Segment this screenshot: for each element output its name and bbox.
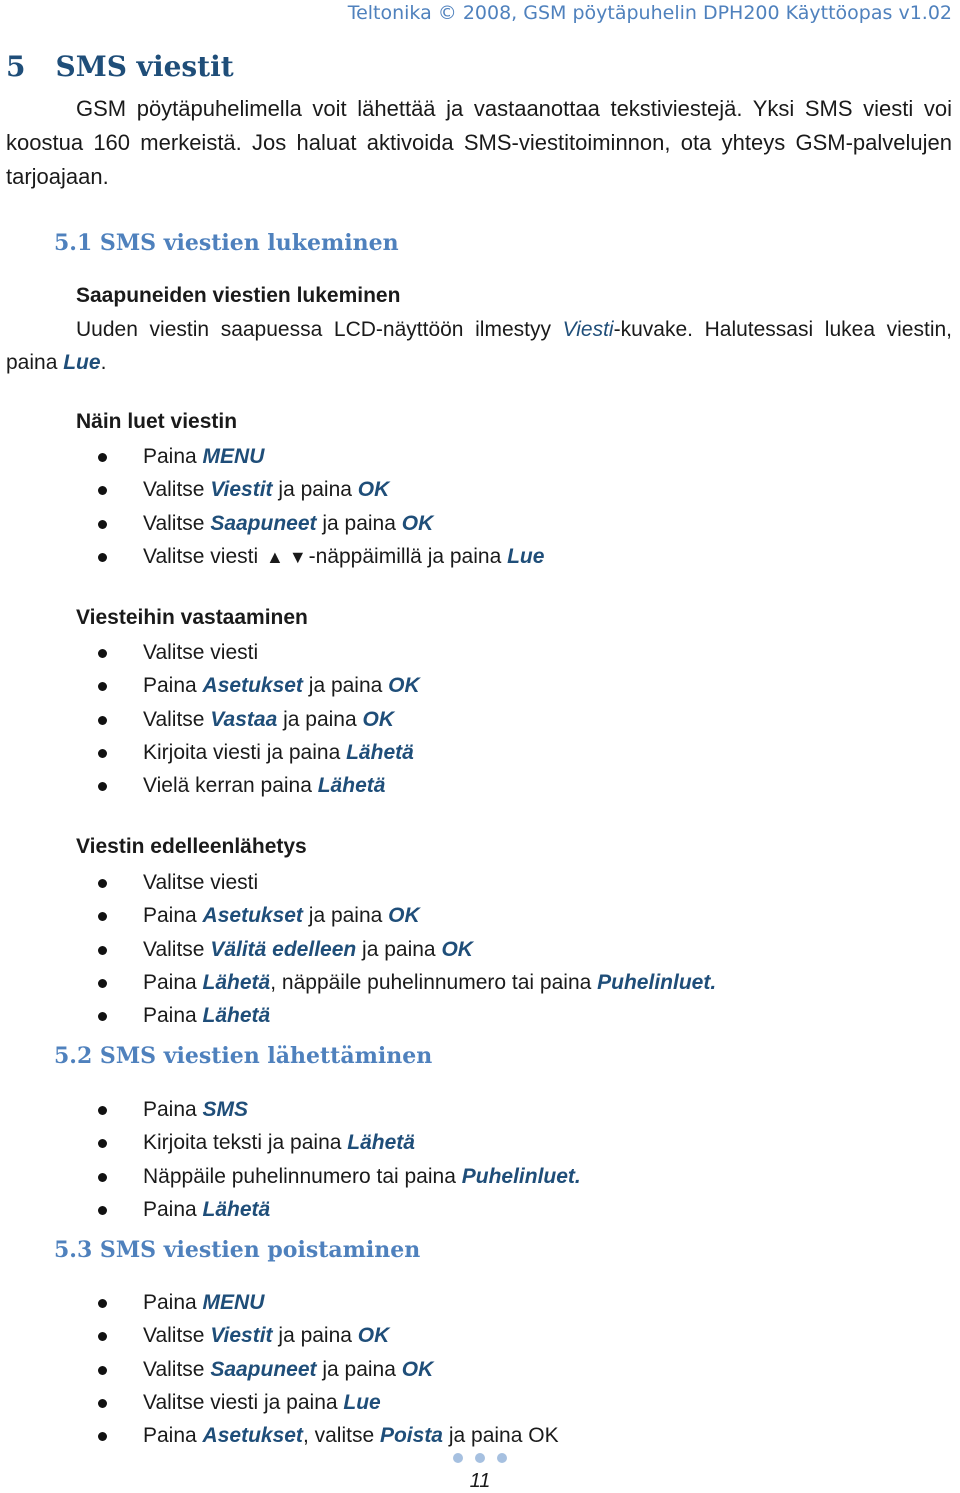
keyword: Asetukset: [202, 1424, 303, 1448]
item-text: Valitse: [143, 1357, 211, 1381]
keyword: Puhelinluet: [597, 970, 711, 994]
item-text: ja paina: [302, 904, 389, 928]
keyword: OK: [362, 707, 394, 731]
keyword: Lue: [63, 351, 101, 374]
item-text: Näppäile puhelinnumero tai paina: [143, 1164, 462, 1188]
section-heading-5-1: 5.1 SMS viestien lukeminen: [54, 230, 399, 256]
keyword: SMS: [202, 1098, 249, 1121]
list-item: [0, 933, 716, 966]
keyword: Välitä edelleen: [210, 937, 357, 961]
list-item: [0, 866, 716, 899]
keyword: Asetukset: [202, 674, 303, 698]
list-item: [0, 899, 716, 932]
list-item: [0, 999, 716, 1032]
keyword: OK: [388, 904, 420, 928]
keyword: Lähetä: [202, 1004, 271, 1028]
list-item: [0, 1319, 559, 1352]
keyword: Viestit: [210, 1324, 273, 1348]
keyword: Lue: [507, 544, 545, 568]
item-text: ja paina: [277, 707, 363, 731]
item-text: Valitse: [143, 707, 211, 731]
subheading-reply: Viesteihin vastaaminen: [76, 606, 308, 629]
item-text: Paina: [143, 445, 203, 468]
keyword: Asetukset: [202, 904, 303, 928]
item-text: ja paina: [272, 1324, 358, 1348]
item-text: ja paina: [356, 937, 442, 961]
keyword: Viesti: [562, 318, 614, 341]
item-text: Paina: [143, 1004, 203, 1028]
subheading-incoming: Saapuneiden viestien lukeminen: [76, 284, 401, 307]
item-text: , näppäile puhelinnumero tai paina: [270, 970, 598, 994]
item-text: Paina: [143, 1424, 203, 1448]
item-text: Valitse: [143, 1324, 211, 1348]
keyword: OK: [401, 1357, 434, 1381]
list-item: [0, 1353, 559, 1386]
subheading-read: Näin luet viestin: [76, 410, 238, 433]
list-item: [0, 703, 420, 736]
keyword: OK: [441, 937, 473, 961]
list-item: [0, 669, 420, 702]
keyword: OK: [388, 674, 420, 698]
item-text: Valitse: [143, 937, 211, 961]
chapter-title: SMS viestit: [55, 50, 234, 83]
item-text: Vielä kerran paina: [143, 774, 318, 798]
item-text: Valitse viesti ja paina: [143, 1390, 344, 1414]
list-item: [0, 1193, 581, 1226]
item-text: Paina: [143, 1197, 203, 1221]
list-item: [0, 1286, 559, 1319]
reply-steps-list: [0, 636, 420, 802]
list-item: [0, 1386, 559, 1419]
intro-paragraph: GSM pöytäpuhelimella voit lähettää ja vastaanottaa tekstiviestejä. Yksi SMS viesti voi koostua 160 merkeistä. Jos haluat aktivoida SMS-viestitoiminnon, ota yhteys GSM-palvelujen tarjoajaan.: [6, 96, 952, 189]
item-text: Paina: [143, 970, 203, 994]
item-text: Valitse: [143, 511, 211, 535]
keyword: Viestit: [210, 478, 273, 502]
keyword: Lähetä: [202, 1197, 271, 1221]
item-text: Kirjoita viesti ja paina: [143, 740, 347, 764]
send-steps-list: [0, 1093, 581, 1226]
item-text: Valitse viesti: [143, 641, 259, 664]
keyword: Lähetä: [317, 774, 386, 798]
list-item: [0, 636, 420, 669]
item-text: Valitse viesti: [143, 544, 264, 568]
up-down-arrow-icons: ▲ ▼: [266, 546, 307, 567]
keyword: Saapuneet: [210, 511, 317, 535]
keyword: OK: [401, 511, 434, 535]
item-text: Paina: [143, 674, 203, 698]
keyword: Lähetä: [346, 740, 414, 764]
page-number: 11: [469, 1470, 491, 1492]
section-heading-5-2: 5.2 SMS viestien lähettäminen: [54, 1043, 433, 1069]
item-text: ja paina: [316, 1357, 402, 1381]
keyword: OK: [357, 478, 390, 502]
item-text: ja paina: [316, 511, 402, 535]
keyword: Puhelinluet.: [461, 1164, 581, 1188]
forward-steps-list: [0, 866, 716, 1032]
list-item: [0, 1126, 581, 1159]
keyword: Vastaa: [210, 707, 278, 731]
list-item: [0, 473, 544, 506]
list-item: [0, 966, 716, 999]
read-steps-list: [0, 440, 544, 573]
keyword: MENU: [202, 445, 265, 468]
list-item: [0, 1160, 581, 1193]
keyword: Lähetä: [202, 970, 271, 994]
keyword: Poista: [379, 1424, 443, 1448]
keyword: OK: [357, 1324, 390, 1348]
item-text: ja paina: [302, 674, 389, 698]
list-item: [0, 440, 544, 473]
keyword: Lue: [343, 1390, 381, 1414]
item-text: Paina: [143, 1291, 203, 1314]
item-text: .: [710, 970, 717, 994]
keyword: MENU: [202, 1291, 265, 1314]
section-heading-5-3: 5.3 SMS viestien poistaminen: [54, 1237, 421, 1263]
list-item: [0, 507, 544, 540]
keyword: Lähetä: [347, 1131, 415, 1155]
footer-dots: [0, 1450, 960, 1468]
item-text: ja paina: [272, 478, 358, 502]
item-text: Valitse: [143, 478, 211, 502]
chapter-number: 5: [6, 50, 26, 83]
item-text: , valitse: [302, 1424, 380, 1448]
chapter-heading: [6, 50, 234, 83]
incoming-paragraph: Uuden viestin saapuessa LCD-näyttöön ilmestyy Viesti-kuvake. Halutessasi lukea viestin, paina Lue.: [6, 318, 952, 374]
list-item: [0, 736, 420, 769]
list-item: [0, 540, 544, 573]
running-header: Teltonika © 2008, GSM pöytäpuhelin DPH200 Käyttöopas v1.02: [347, 2, 952, 24]
list-item: [0, 1093, 581, 1126]
keyword: Saapuneet: [210, 1357, 317, 1381]
list-item: [0, 769, 420, 802]
subheading-forward: Viestin edelleenlähetys: [76, 835, 307, 858]
item-text: Paina: [143, 904, 203, 928]
item-text: Paina: [143, 1098, 203, 1121]
list-item: [0, 1419, 559, 1452]
item-text: ja paina OK: [443, 1424, 559, 1448]
item-text: Kirjoita teksti ja paina: [143, 1131, 348, 1155]
page-footer: [0, 1450, 960, 1493]
delete-steps-list: [0, 1286, 559, 1452]
item-text: Valitse viesti: [143, 871, 259, 894]
item-text: -näppäimillä ja paina: [308, 544, 508, 568]
